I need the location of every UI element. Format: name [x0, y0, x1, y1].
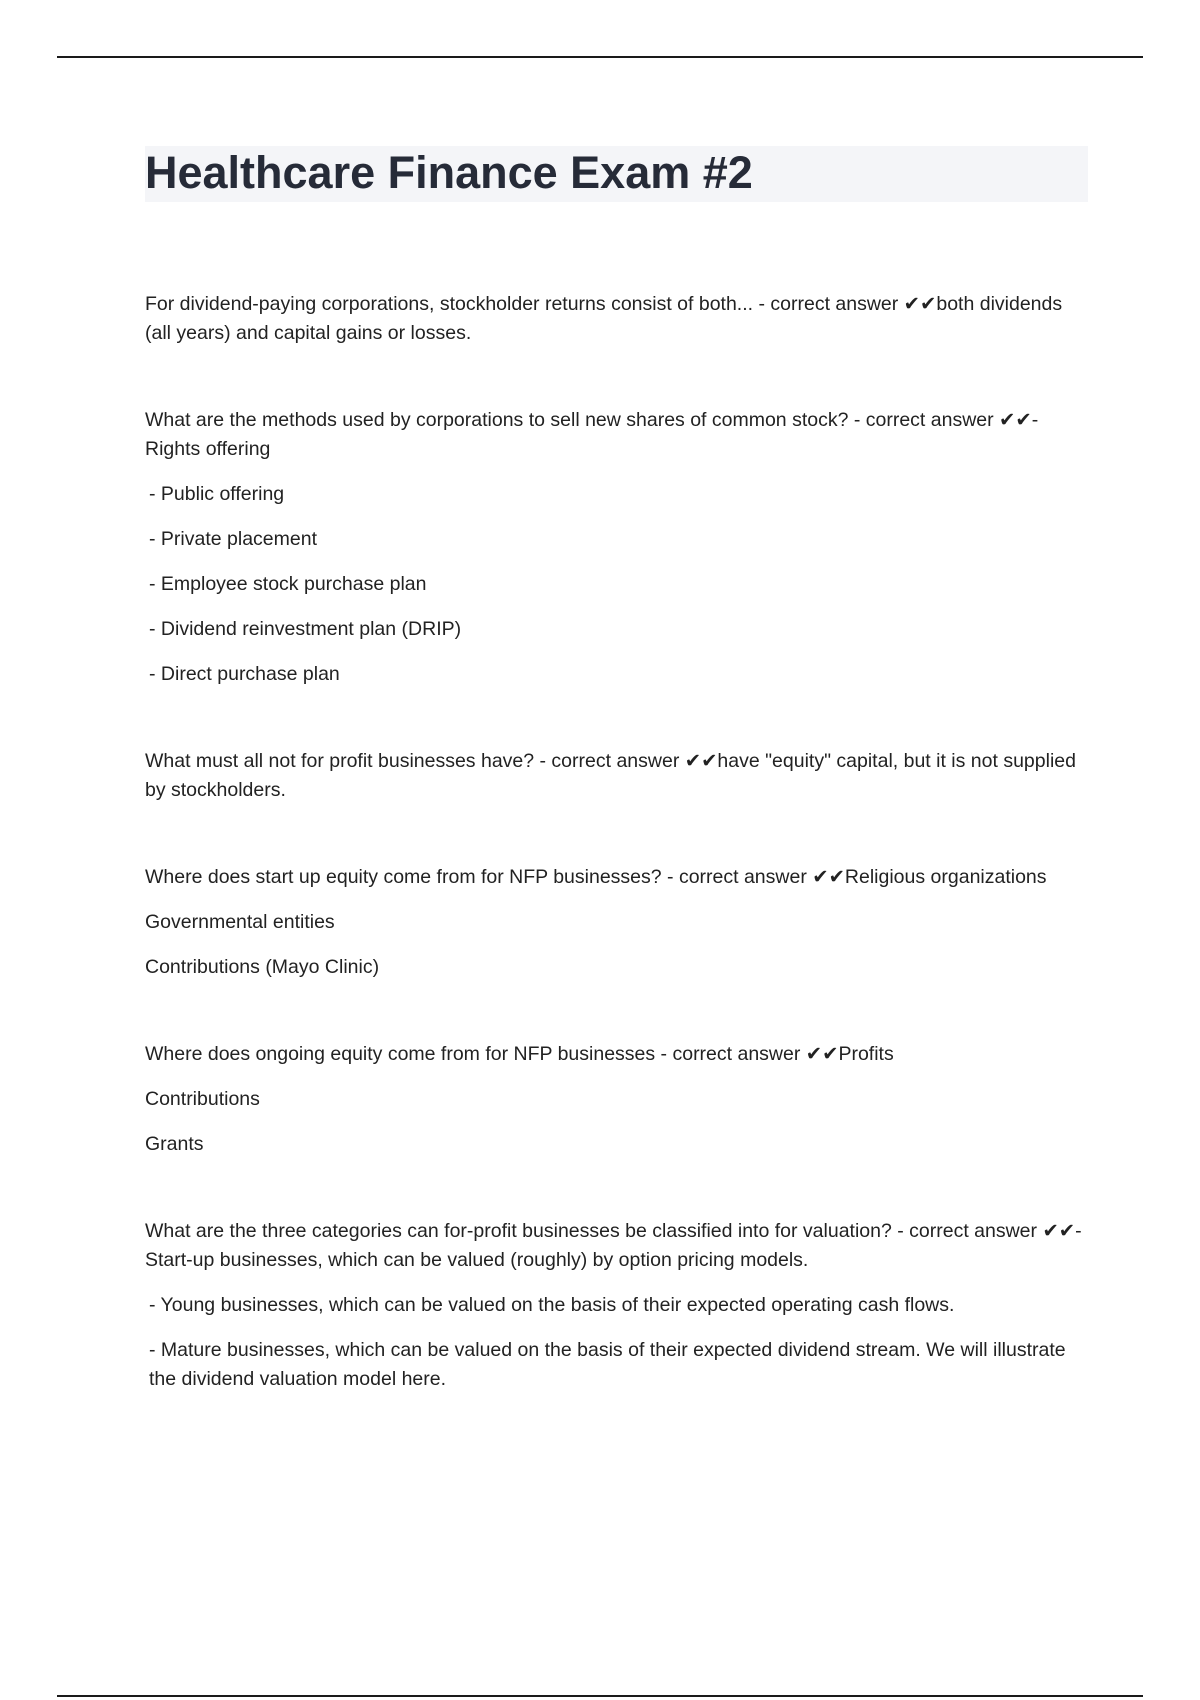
answer-item: - Public offering [149, 483, 285, 505]
answer-line: Grants [145, 1133, 204, 1155]
page-title: Healthcare Finance Exam #2 [145, 147, 753, 198]
answer-line: Contributions (Mayo Clinic) [145, 956, 380, 978]
answer-item: - Employee stock purchase plan [149, 573, 427, 595]
qa-block-3 [145, 747, 1085, 805]
document-body [145, 290, 1085, 1452]
qa-question: What are the methods used by corporations to sell new shares of common stock? - correct answer ✔✔- Rights offering [145, 409, 1039, 460]
qa-question: What are the three categories can for-profit businesses be classified into for valuation? - correct answer ✔✔- Start-up businesses, which can be valued (roughly) by option pricing models. [145, 1220, 1082, 1271]
qa-question: What must all not for profit businesses have? - correct answer ✔✔have "equity" capital, but it is not supplied by stockholders. [145, 750, 1076, 801]
answer-item: - Private placement [149, 528, 317, 550]
answer-item: - Dividend reinvestment plan (DRIP) [149, 618, 462, 640]
qa-block-4 [145, 863, 1085, 982]
answer-line: Governmental entities [145, 911, 335, 933]
qa-block-5 [145, 1040, 1085, 1159]
qa-question: Where does ongoing equity come from for NFP businesses - correct answer ✔✔Profits [145, 1043, 894, 1065]
answer-item: - Young businesses, which can be valued on the basis of their expected operating cash flows. [149, 1294, 955, 1316]
answer-item: - Direct purchase plan [149, 663, 340, 685]
top-rule [57, 56, 1143, 58]
qa-block-1 [145, 290, 1085, 348]
bottom-rule [57, 1695, 1143, 1697]
qa-block-6 [145, 1217, 1085, 1394]
answer-item: - Mature businesses, which can be valued on the basis of their expected dividend stream. We will illustrate the dividend valuation model here. [149, 1339, 1066, 1390]
qa-question: Where does start up equity come from for NFP businesses? - correct answer ✔✔Religious organizations [145, 866, 1047, 888]
qa-block-2 [145, 406, 1085, 689]
answer-line: Contributions [145, 1088, 260, 1110]
qa-question: For dividend-paying corporations, stockholder returns consist of both... - correct answer ✔✔both dividends (all years) and capital gains or losses. [145, 293, 1063, 344]
